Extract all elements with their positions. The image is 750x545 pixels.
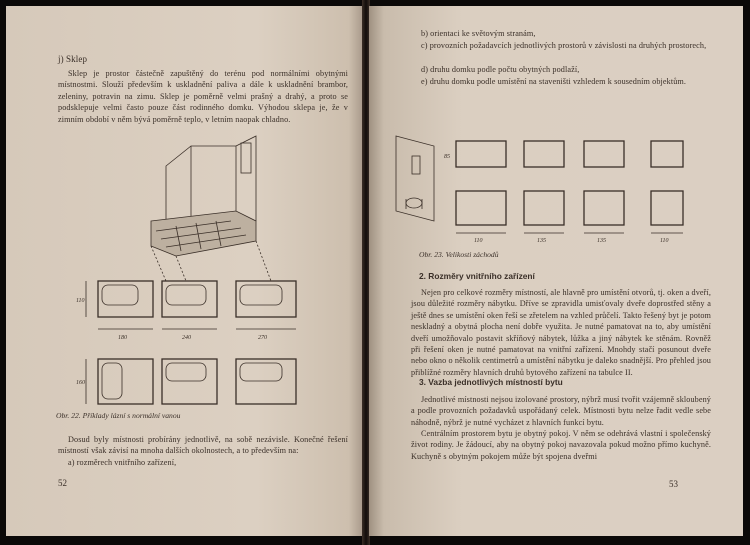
right-page xyxy=(369,6,743,536)
dim-180: 180 xyxy=(118,335,127,341)
section-3-paragraph-1: Jednotlivé místnosti nejsou izolované prostory, nýbrž musí tvořit vzájemně skloubený a podle provozních požadavků uspořádaný celek. Místnosti bytu nelze řadit vedle sebe náhodně, nýbrž je nutné vycházet z hlavních funkcí bytu. xyxy=(411,395,711,427)
bath-plans-row-1 xyxy=(76,276,316,346)
dim-110-height: 110 xyxy=(76,298,85,304)
list-item-c: c) provozních požadavcích jednotlivých prostorů v závislosti na druhých prostorech, xyxy=(421,41,707,50)
list-item-e: e) druhu domku podle umístění na staveništi vzhledem k sousedním objektům. xyxy=(421,77,687,86)
heading-sklep: j) Sklep xyxy=(58,54,88,64)
dim-135-a: 135 xyxy=(537,238,546,244)
bathroom-perspective-drawing xyxy=(146,131,276,281)
page-number-right: 53 xyxy=(669,479,678,489)
page-number-left: 52 xyxy=(58,478,67,488)
left-page xyxy=(6,6,363,536)
dim-160-height: 160 xyxy=(76,380,85,386)
section-3-paragraph-2: Centrálním prostorem bytu je obytný pokoj. V něm se odehrává vlastní i společenský život rodiny. Je žádoucí, aby na obytný pokoj navazovala pokud možno přímo kuchyně. Kuchyně s obytným pokojem může být spojena dveřmi xyxy=(411,429,711,461)
list-item-a: a) rozměrech vnitřního zařízení, xyxy=(68,458,177,467)
section-2-text: Nejen pro celkové rozměry místností, ale hlavně pro umístění otvorů, tj. oken a dveří, jsou důležité rozměry nábytku. Dříve se zpravidla umisťovaly dveře doprostřed stěny a ještě dnes se umístění oken řeší se zřetelem na vzhled průčelí. Takto řešený byt je potom neskladný a obytná plocha není dobře využita. Je nutné pamatovat na to, aby umístění dveří umožňovalo postavit skříňový nábytek, lůžka a jiný nábytek ke stěnám. Rovněž při řešení oken je nutné pamatovat na vnitřní zařízení. Mnohdy stačí posunout dveře nebo okno o několik centimetrů a umístění nábytku je daleko snadnější. Pro přehled jsou přiblížné rozměry hlavních druhů bytového zařízení na tabulce II. xyxy=(411,288,711,377)
bath-plans-row-2 xyxy=(76,354,316,409)
dim-270: 270 xyxy=(258,335,267,341)
dim-110-b: 110 xyxy=(660,238,669,244)
dim-85: 85 xyxy=(444,154,450,160)
figure-22-caption: Obr. 22. Příklady lázní s normální vanou xyxy=(56,411,181,420)
section-2-title: 2. Rozměry vnitřního zařízení xyxy=(419,271,535,281)
dim-110-a: 110 xyxy=(474,238,483,244)
toilet-plans-row-2 xyxy=(444,186,743,246)
toilet-plans-row-1 xyxy=(444,136,743,176)
section-3-title: 3. Vazba jednotlivých místností bytu xyxy=(419,377,563,387)
dim-240: 240 xyxy=(182,335,191,341)
paragraph-dosud: Dosud byly místnosti probírány jednotlivě, na sobě nezávisle. Konečné řešení místností však závisí na mnoha dalších okolnostech, a to především na: xyxy=(58,435,348,456)
figure-23-caption: Obr. 23. Velikosti záchodů xyxy=(419,250,499,259)
dim-135-b: 135 xyxy=(597,238,606,244)
toilet-perspective-drawing xyxy=(394,131,444,226)
paragraph-sklep: Sklep je prostor částečně zapuštěný do terénu pod normálními obytnými místnostmi. Slouží především k uskladnění paliva a dále k uskladnění brambor, zeleniny, potravin na zimu. Sklep je poměrně velmi prašný a drahý, a proto se podsklepuje velmi často pouze část rodinného domku. Výhodou sklepa je, že v zimním období v něm bývá poměrně teplo, v letním naopak chladno. xyxy=(58,69,348,124)
list-item-d: d) druhu domku podle počtu obytných podlaží, xyxy=(421,65,580,74)
list-item-b: b) orientaci ke světovým stranám, xyxy=(421,29,536,38)
